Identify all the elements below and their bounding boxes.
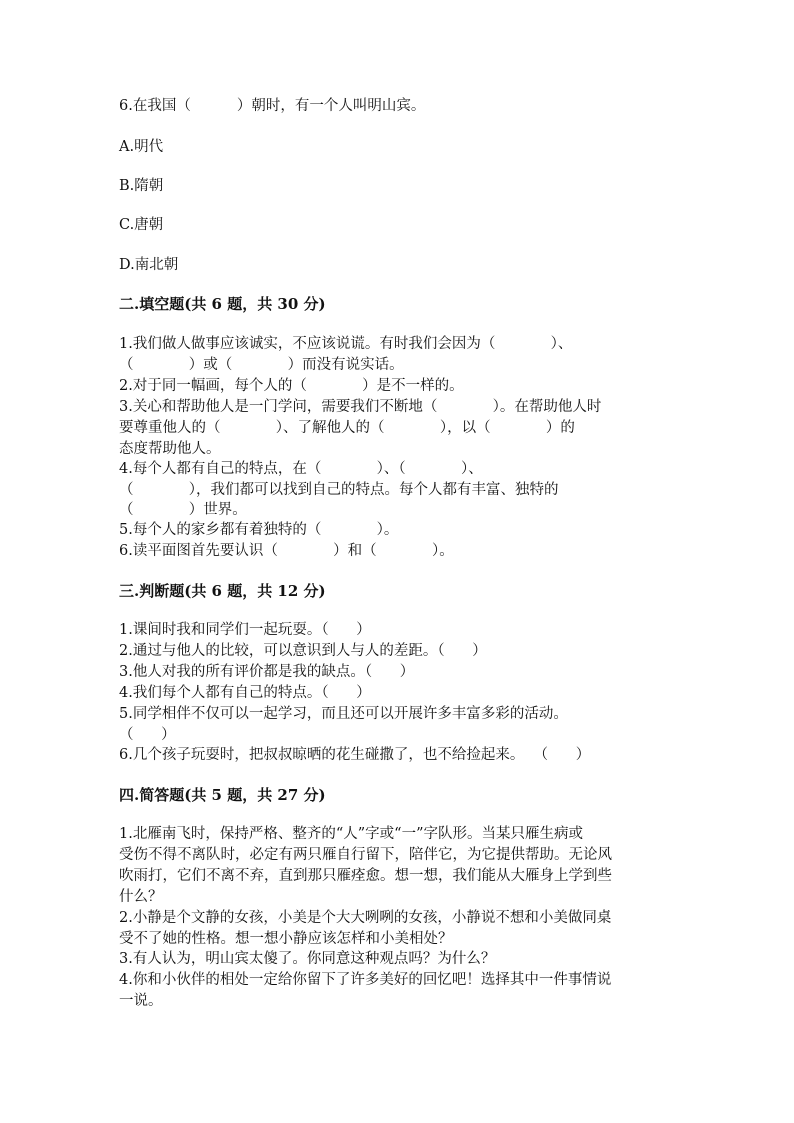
question-stem: 6.在我国（ ）朝时，有一个人叫明山宾。 — [119, 98, 426, 114]
section-heading-judge: 三.判断题(共 6 题，共 12 分) — [119, 582, 326, 600]
fill-line: （ ）或（ ）而没有说实话。 — [119, 357, 404, 373]
short-line: 4.你和小伙伴的相处一定给你留下了许多美好的回忆吧！选择其中一件事情说 — [119, 972, 612, 988]
fill-line: 2.对于同一幅画，每个人的（ ）是不一样的。 — [119, 378, 464, 394]
section-heading-fill: 二.填空题(共 6 题，共 30 分) — [119, 295, 326, 313]
fill-line: 3.关心和帮助他人是一门学问，需要我们不断地（ ）。在帮助他人时 — [119, 399, 602, 415]
fill-line: 要尊重他人的（ ）、了解他人的（ ），以（ ）的 — [119, 420, 575, 436]
fill-line: 5.每个人的家乡都有着独特的（ ）。 — [119, 522, 399, 538]
fill-line: 1.我们做人做事应该诚实，不应该说谎。有时我们会因为（ ）、 — [119, 336, 573, 352]
fill-line: （ ），我们都可以找到自己的特点。每个人都有丰富、独特的 — [119, 482, 559, 498]
short-line: 3.有人认为，明山宾太傻了。你同意这种观点吗？为什么？ — [119, 951, 496, 967]
option-c: C.唐朝 — [119, 217, 164, 233]
option-a: A.明代 — [119, 139, 164, 155]
short-line: 受不了她的性格。想一想小静应该怎样和小美相处？ — [119, 931, 453, 947]
section-heading-short: 四.简答题(共 5 题，共 27 分) — [119, 786, 326, 804]
short-line: 2.小静是个文静的女孩，小美是个大大咧咧的女孩，小静说不想和小美做同桌 — [119, 910, 612, 926]
fill-line: 6.读平面图首先要认识（ ）和（ ）。 — [119, 543, 454, 559]
short-line: 1.北雁南飞时，保持严格、整齐的“人”字或“一”字队形。当某只雁生病或 — [119, 826, 583, 842]
judge-line: 2.通过与他人的比较，可以意识到人与人的差距。（ ） — [119, 643, 487, 659]
short-line: 什么？ — [119, 889, 163, 905]
short-line: 吹雨打，它们不离不弃，直到那只雁痊愈。想一想，我们能从大雁身上学到些 — [119, 868, 612, 884]
judge-line: 4.我们每个人都有自己的特点。（ ） — [119, 685, 371, 701]
fill-line: 4.每个人都有自己的特点，在（ ）、（ ）、 — [119, 461, 483, 477]
judge-line: （ ） — [119, 727, 176, 743]
fill-line: 态度帮助他人。 — [119, 441, 221, 457]
fill-line: （ ）世界。 — [119, 502, 247, 518]
judge-line: 3.他人对我的所有评价都是我的缺点。（ ） — [119, 664, 415, 680]
option-d: D.南北朝 — [119, 257, 179, 273]
judge-line: 1.课间时我和同学们一起玩耍。（ ） — [119, 622, 371, 638]
option-b: B.隋朝 — [119, 178, 164, 194]
short-line: 受伤不得不离队时，必定有两只雁自行留下，陪伴它，为它提供帮助。无论风 — [119, 847, 612, 863]
short-line: 一说。 — [119, 993, 163, 1009]
judge-line: 6.几个孩子玩耍时，把叔叔晾晒的花生碰撒了，也不给捡起来。 （ ） — [119, 747, 591, 763]
judge-line: 5.同学相伴不仅可以一起学习，而且还可以开展许多丰富多彩的活动。 — [119, 706, 568, 722]
